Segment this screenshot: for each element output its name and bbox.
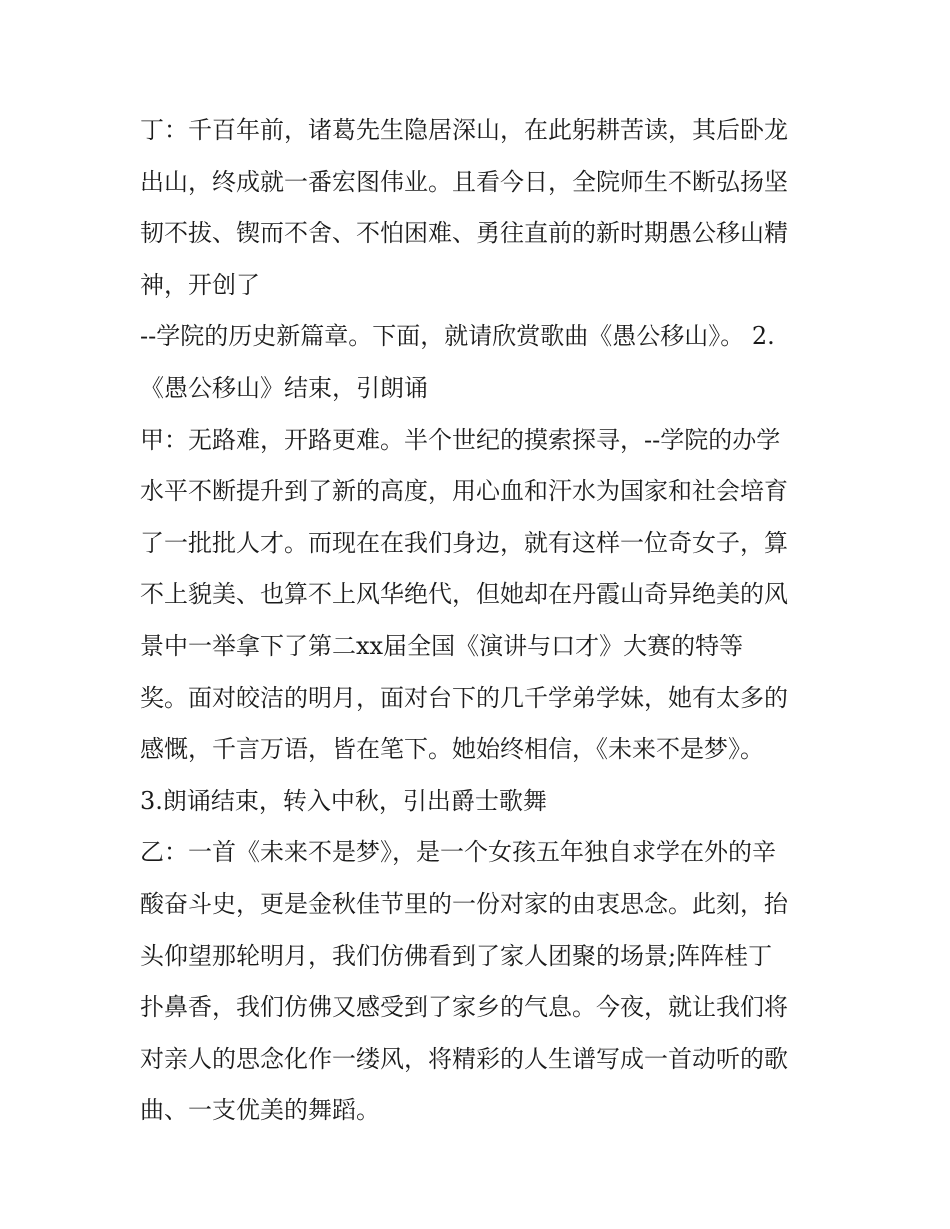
text-line: 不上貌美、也算不上风华绝代，但她却在丹霞山奇异绝美的风 (140, 580, 788, 609)
document-body (140, 105, 820, 1137)
text-line: 3.朗诵结束，转入中秋，引出爵士歌舞 (140, 786, 547, 815)
text-line: 头仰望那轮明月，我们仿佛看到了家人团聚的场景;阵阵桂丁 (140, 941, 773, 970)
text-line: 甲：无路难，开路更难。半个世纪的摸索探寻，--学院的办学 (140, 425, 781, 454)
text-line: 水平不断提升到了新的高度，用心血和汗水为国家和社会培育 (140, 477, 788, 506)
text-line: 韧不拔、锲而不舍、不怕困难、勇往直前的新时期愚公移山精 (140, 219, 788, 248)
text-line: 奖。面对皎洁的明月，面对台下的几千学弟学妹，她有太多的 (140, 683, 788, 712)
text-line: 景中一举拿下了第二xx届全国《演讲与口才》大赛的特等 (140, 631, 744, 660)
text-line: 曲、一支优美的舞蹈。 (140, 1096, 380, 1125)
text-line: 扑鼻香，我们仿佛又感受到了家乡的气息。今夜，就让我们将 (140, 993, 788, 1022)
text-line: 神，开创了 (140, 270, 260, 299)
text-line: 酸奋斗史，更是金秋佳节里的一份对家的由衷思念。此刻，抬 (140, 889, 788, 918)
text-line: 乙：一首《未来不是梦》，是一个女孩五年独自求学在外的辛 (140, 838, 776, 867)
text-line: 了一批批人才。而现在在我们身边，就有这样一位奇女子，算 (140, 528, 788, 557)
text-line: 丁：千百年前，诸葛先生隐居深山，在此躬耕苦读，其后卧龙 (140, 116, 788, 144)
text-line: 对亲人的思念化作一缕风，将精彩的人生谱写成一首动听的歌 (140, 1044, 788, 1073)
text-line: 出山，终成就一番宏图伟业。且看今日，全院师生不断弘扬坚 (140, 167, 788, 196)
text-line: 《愚公移山》结束，引朗诵 (140, 373, 428, 402)
text-line: --学院的历史新篇章。下面，就请欣赏歌曲《愚公移山》。 2. (140, 322, 775, 351)
text-line: 感慨，千言万语，皆在笔下。她始终相信，《未来不是梦》。 (140, 735, 764, 764)
